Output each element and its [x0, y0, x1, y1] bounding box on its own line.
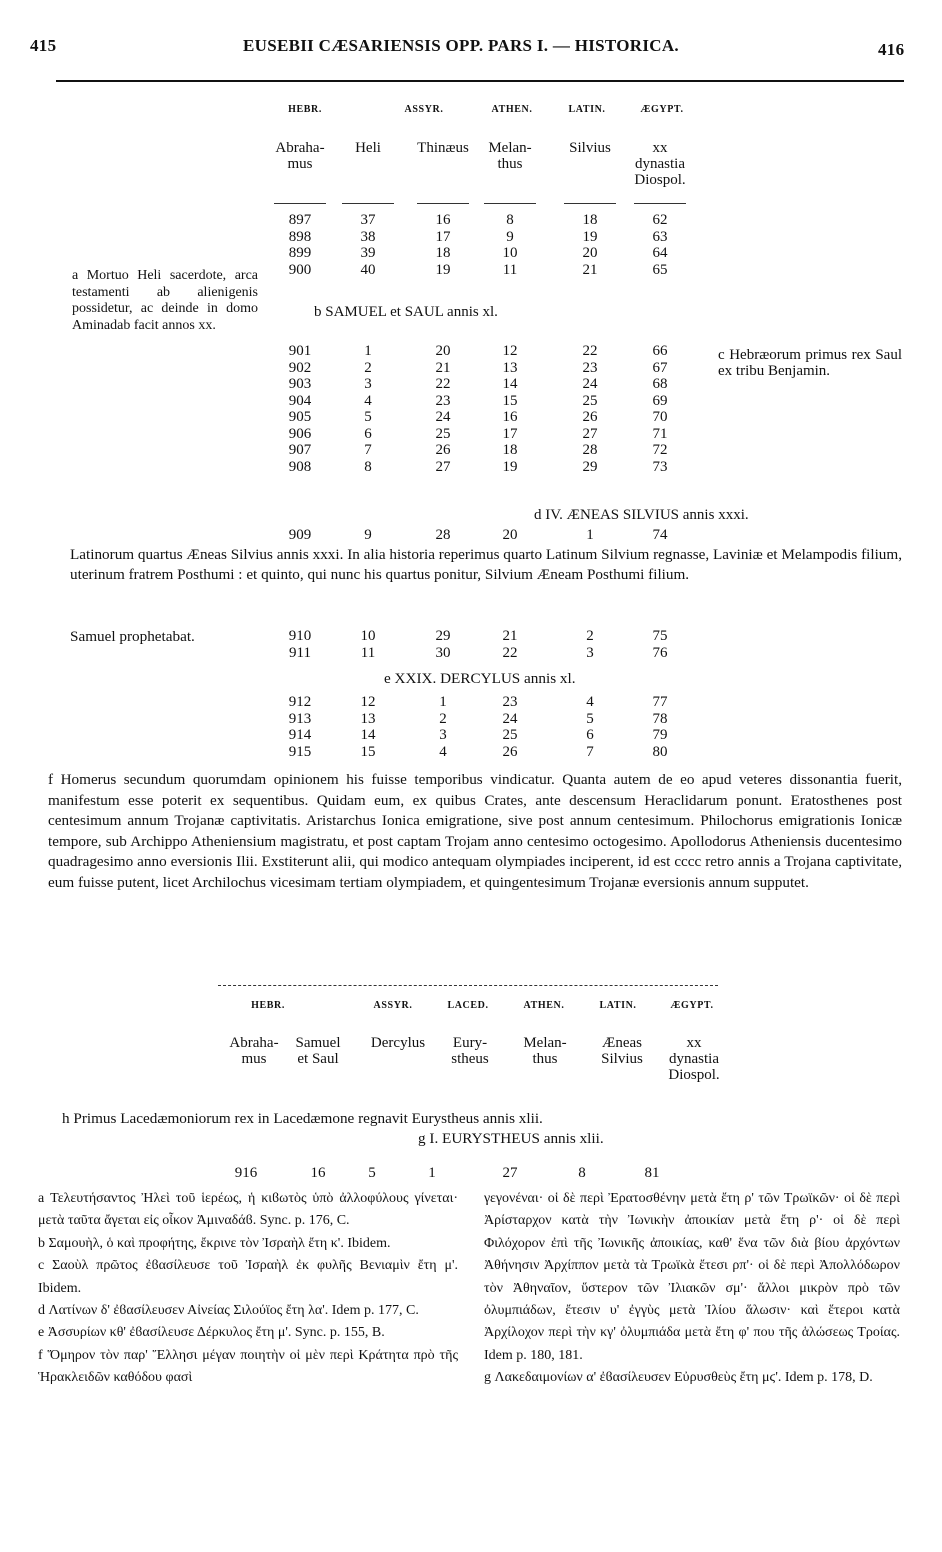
cell: 1 [586, 527, 594, 543]
cell: 29 [582, 458, 598, 475]
cell: 22 [435, 376, 451, 392]
cell: 20 [582, 245, 598, 261]
column-name: Eury- stheus [451, 1035, 489, 1067]
cell: 25 [502, 727, 518, 743]
column-name: xx dynastia Diospol. [668, 1035, 720, 1083]
cell: 903 [288, 376, 312, 392]
column-name: Dercylus [370, 1035, 426, 1051]
cell: 80 [652, 743, 668, 760]
column-name: Abraha- mus [229, 1035, 279, 1067]
cell: 911 [289, 644, 311, 661]
cell: 69 [652, 392, 668, 409]
column-name: Melan- thus [488, 140, 532, 172]
cell: 2 [586, 628, 594, 644]
column-dash [274, 203, 326, 204]
latin-paragraph: Latinorum quartus Æneas Silvius annis xxxi. In alia historia reperimus quarto Latinum Silvium regnasse, Laviniæ et Melampodis filium, uterinum fratrem Posthumi : et quinto, qui nunc his quartus ponitur, Silvium Æneam Posthumi filium. [70, 546, 902, 583]
nation-header: ÆGYPT. [640, 104, 684, 115]
cell: 18 [502, 442, 518, 458]
page-number-left: 415 [30, 36, 57, 55]
table-row [0, 645, 942, 661]
cell: 12 [502, 343, 518, 359]
cell: 16 [502, 409, 518, 425]
cell: 910 [288, 628, 312, 644]
cell: 21 [502, 628, 518, 644]
cell: 70 [652, 409, 668, 425]
cell: 39 [360, 245, 376, 261]
cell: 898 [288, 228, 312, 245]
cell: 75 [652, 628, 668, 644]
table-row [0, 426, 942, 442]
cell: 13 [502, 359, 518, 376]
cell: 2 [364, 359, 372, 376]
header-rule [56, 80, 904, 82]
cell: 79 [652, 727, 668, 743]
column-dash [484, 203, 536, 204]
nation-header: LATIN. [599, 1000, 637, 1011]
cell: 77 [652, 694, 668, 710]
cell: 67 [652, 359, 668, 376]
cell: 74 [652, 527, 668, 543]
cell: 904 [288, 392, 312, 409]
cell: 14 [502, 376, 518, 392]
cell: 11 [502, 261, 518, 278]
cell: 6 [586, 727, 594, 743]
cell: 13 [360, 710, 376, 727]
cell: 902 [288, 359, 312, 376]
table-row [0, 744, 942, 760]
cell: 37 [360, 212, 376, 228]
cell: 10 [360, 628, 376, 644]
column-name: Heli [355, 140, 381, 156]
cell: 3 [439, 727, 447, 743]
column-name: Thinæus [417, 140, 469, 156]
cell: 913 [288, 710, 312, 727]
cell: 8 [364, 458, 372, 475]
cell: 21 [435, 359, 451, 376]
cell: 26 [502, 743, 518, 760]
column-name: Melan- thus [523, 1035, 567, 1067]
cell: 71 [652, 425, 668, 442]
footnote: b Σαμουὴλ, ὁ καὶ προφήτης, ἔκρινε τὸν Ἰσραὴλ ἔτη κ'. Ibidem. [38, 1235, 391, 1251]
cell: 25 [435, 425, 451, 442]
cell: 19 [435, 261, 451, 278]
greek-footnotes-left [38, 1188, 458, 1390]
cell: 6 [364, 425, 372, 442]
cell: 4 [439, 743, 447, 760]
cell: 28 [582, 442, 598, 458]
cell: 20 [435, 343, 451, 359]
table-row [0, 459, 942, 475]
cell: 26 [582, 409, 598, 425]
cell: 15 [360, 743, 376, 760]
cell: 4 [364, 392, 372, 409]
running-title: EUSEBII CÆSARIENSIS OPP. PARS I. — HISTORICA. [243, 36, 679, 55]
cell: 2 [439, 710, 447, 727]
nation-header: LACED. [447, 1000, 489, 1011]
cell: 18 [582, 212, 598, 228]
table-row [0, 711, 942, 727]
section-divider [218, 985, 718, 986]
section-g-heading: g I. EURYSTHEUS annis xlii. [418, 1130, 604, 1147]
cell: 68 [652, 376, 668, 392]
footnote: a Τελευτήσαντος Ἠλεὶ τοῦ ἱερέως, ἡ κιϐωτὸς ὑπὸ ἀλλοφύλους γίνεται· μετὰ ταῦτα ἄγεται εἰς οἶκον Ἀμιναδάϐ. Sync. p. 176, C. [38, 1191, 458, 1229]
cell: 15 [502, 392, 518, 409]
note-a-left: a Mortuo Heli sacerdote, arca testamenti ab alienigenis possidetur, ac deinde in domo Aminadab facit annos xx. [72, 268, 258, 333]
nation-header: LATIN. [568, 104, 606, 115]
cell: 38 [360, 228, 376, 245]
column-name: xx dynastia Diospol. [634, 140, 686, 188]
cell: 19 [582, 228, 598, 245]
table-row [0, 694, 942, 710]
cell: 16 [435, 212, 451, 228]
cell: 40 [360, 261, 376, 278]
note-c-right: c Hebræorum primus rex Saul ex tribu Benjamin. [718, 347, 902, 379]
cell: 78 [652, 710, 668, 727]
cell: 20 [502, 527, 518, 543]
footnote: d Λατίνων δ' ἐϐασίλευσεν Αἰνείας Σιλούϊος ἔτη λα'. Idem p. 177, C. [38, 1303, 419, 1319]
table-row [0, 442, 942, 458]
cell: 9 [506, 228, 514, 245]
footnote: e Ἀσσυρίων κθ' ἐϐασίλευσε Δέρκυλος ἔτη μ'. Sync. p. 155, B. [38, 1325, 385, 1341]
cell: 7 [586, 743, 594, 760]
cell: 17 [435, 228, 451, 245]
cell: 63 [652, 228, 668, 245]
column-name: Samuel et Saul [295, 1035, 341, 1067]
cell: 17 [502, 425, 518, 442]
table-row [0, 245, 942, 261]
cell: 76 [652, 644, 668, 661]
cell: 14 [360, 727, 376, 743]
table-row [0, 527, 942, 543]
cell: 64 [652, 245, 668, 261]
column-name: Abraha- mus [275, 140, 325, 172]
nation-header: HEBR. [251, 1000, 285, 1011]
cell: 16 [310, 1165, 326, 1181]
column-dash [634, 203, 686, 204]
cell: 912 [288, 694, 312, 710]
note-h: h Primus Lacedæmoniorum rex in Lacedæmone regnavit Eurystheus annis xlii. [62, 1110, 543, 1127]
cell: 72 [652, 442, 668, 458]
cell: 5 [368, 1165, 376, 1181]
cell: 914 [288, 727, 312, 743]
table-row [0, 393, 942, 409]
table-row [0, 212, 942, 228]
cell: 901 [288, 343, 312, 359]
column-name: Æneas Silvius [601, 1035, 643, 1067]
cell: 916 [234, 1165, 258, 1181]
cell: 30 [435, 644, 451, 661]
cell: 900 [288, 261, 312, 278]
samuel-label: Samuel prophetabat. [70, 628, 195, 645]
greek-footnotes-right [484, 1188, 900, 1390]
cell: 22 [582, 343, 598, 359]
cell: 3 [586, 644, 594, 661]
cell: 65 [652, 261, 668, 278]
cell: 23 [435, 392, 451, 409]
nation-header: ASSYR. [373, 1000, 413, 1011]
cell: 915 [288, 743, 312, 760]
nation-header: HEBR. [288, 104, 322, 115]
column-dash [342, 203, 394, 204]
cell: 21 [582, 261, 598, 278]
cell: 5 [586, 710, 594, 727]
cell: 1 [364, 343, 372, 359]
cell: 24 [582, 376, 598, 392]
nation-header: ATHEN. [523, 1000, 565, 1011]
section-d-heading: d IV. ÆNEAS SILVIUS annis xxxi. [534, 507, 749, 523]
cell: 24 [502, 710, 518, 727]
cell: 73 [652, 458, 668, 475]
cell: 18 [435, 245, 451, 261]
cell: 62 [652, 212, 668, 228]
nation-header: ÆGYPT. [670, 1000, 714, 1011]
cell: 7 [364, 442, 372, 458]
section-b-heading: b SAMUEL et SAUL annis xl. [314, 304, 498, 320]
cell: 899 [288, 245, 312, 261]
cell: 19 [502, 458, 518, 475]
footnote: f Ὅμηρον τὸν παρ' Ἕλλησι μέγαν ποιητὴν οἱ μὲν περὶ Κράτητα πρὸ τῆς Ἡρακλειδῶν καθόδου φασὶ [38, 1347, 458, 1386]
cell: 897 [288, 212, 312, 228]
cell: 11 [360, 644, 376, 661]
cell: 907 [288, 442, 312, 458]
cell: 8 [506, 212, 514, 228]
cell: 81 [644, 1165, 660, 1181]
cell: 10 [502, 245, 518, 261]
cell: 3 [364, 376, 372, 392]
table-row [0, 727, 942, 743]
cell: 29 [435, 628, 451, 644]
cell: 906 [288, 425, 312, 442]
cell: 23 [502, 694, 518, 710]
cell: 909 [288, 527, 312, 543]
cell: 905 [288, 409, 312, 425]
footnote: c Σαοὺλ πρῶτος ἐϐασίλευσε τοῦ Ἰσραὴλ ἐκ φυλῆς Βενιαμὶν ἔτη μ'. Ibidem. [38, 1258, 458, 1296]
cell: 4 [586, 694, 594, 710]
cell: 24 [435, 409, 451, 425]
cell: 1 [439, 694, 447, 710]
column-dash [564, 203, 616, 204]
table-row [0, 628, 942, 644]
table-row [0, 229, 942, 245]
cell: 12 [360, 694, 376, 710]
nation-header: ATHEN. [491, 104, 533, 115]
column-dash [417, 203, 469, 204]
cell: 26 [435, 442, 451, 458]
section-e-heading: e XXIX. DERCYLUS annis xl. [384, 670, 576, 687]
table-row [0, 409, 942, 425]
cell: 66 [652, 343, 668, 359]
cell: 25 [582, 392, 598, 409]
footnote: g Λακεδαιμονίων α' ἐϐασίλευσεν Εὐρυσθεὺς ἔτη μϛ'. Idem p. 178, D. [484, 1370, 873, 1386]
cell: 1 [428, 1165, 436, 1181]
cell: 22 [502, 644, 518, 661]
cell: 5 [364, 409, 372, 425]
cell: 27 [582, 425, 598, 442]
cell: 908 [288, 458, 312, 475]
homer-paragraph: f Homerus secundum quorumdam opinionem his fuisse temporibus vindicatur. Quanta autem de eo apud veteres dissonantia fuerit, manifestum esse poterit ex sequentibus. Quidam eum, ex quibus Crates, ante descensum Heraclidarum ponunt. Eratosthenes post centesimum annum Trojanæ captivitatis. Aristarchus Ionica emigratione, sive post annum centesimum. Philochorus emigrationis Ionicæ tempore, sub Archippo Atheniensium magistratu, et post captam Trojam anno centesimo octogesimo. Apollodorus Atheniensis ducentesimo quadragesimo anno eversionis Ilii. Exstiterunt alii, qui modico antequam olympiades inciperent, id est cccc retro annis a Trojana captivitate, eum fuisse putent, licet Archilochus vicesimam tertiam olympiadem, et quingentesimum Trojanæ eversionis annum supputet. [48, 771, 902, 891]
cell: 9 [364, 527, 372, 543]
cell: 27 [435, 458, 451, 475]
cell: 8 [578, 1165, 586, 1181]
cell: 23 [582, 359, 598, 376]
column-name: Silvius [569, 140, 611, 156]
nation-header: ASSYR. [404, 104, 444, 115]
cell: 27 [502, 1165, 518, 1181]
footnote: γεγονέναι· οἱ δὲ περὶ Ἐρατοσθένην μετὰ ἔτη ρ' τῶν Τρωϊκῶν· οἱ δὲ περὶ Ἀρίσταρχον κατὰ τὴν Ἰωνικὴν ἀποικίαν μετὰ ἔτη ρ'· οἱ δὲ περὶ Φιλόχορον ἐπὶ τῆς Ἰωνικῆς ἀποικίας, καθ' ἕνα τῶν διὰ βίου ἀρχόντων Ἀθήνησιν Ἀρχίππον μετὰ τὰ Τρωϊκὰ ἔτεσι ρπ'· οἱ δὲ περὶ Ἀπολλόδωρον τὸν Ἀθηναῖον, ὕστερον τῶν Ἰλιακῶν σμ'· ἄλλοι μικρὸν πρὸ τῶν ὀλυμπιάδων, ἔτεσιν υ' ἐγγὺς μετὰ Ἰλίου ἅλωσιν· καὶ ἕτεροι κατὰ Ἀρχίλοχον περὶ τὴν κγ' ὀλυμπιάδα μετὰ ἔτη φ' που τῆς ἁλώσεως Τροίας. Idem p. 180, 181. [484, 1191, 900, 1363]
page-number-right: 416 [878, 40, 905, 59]
cell: 28 [435, 527, 451, 543]
table-row [0, 1165, 942, 1181]
